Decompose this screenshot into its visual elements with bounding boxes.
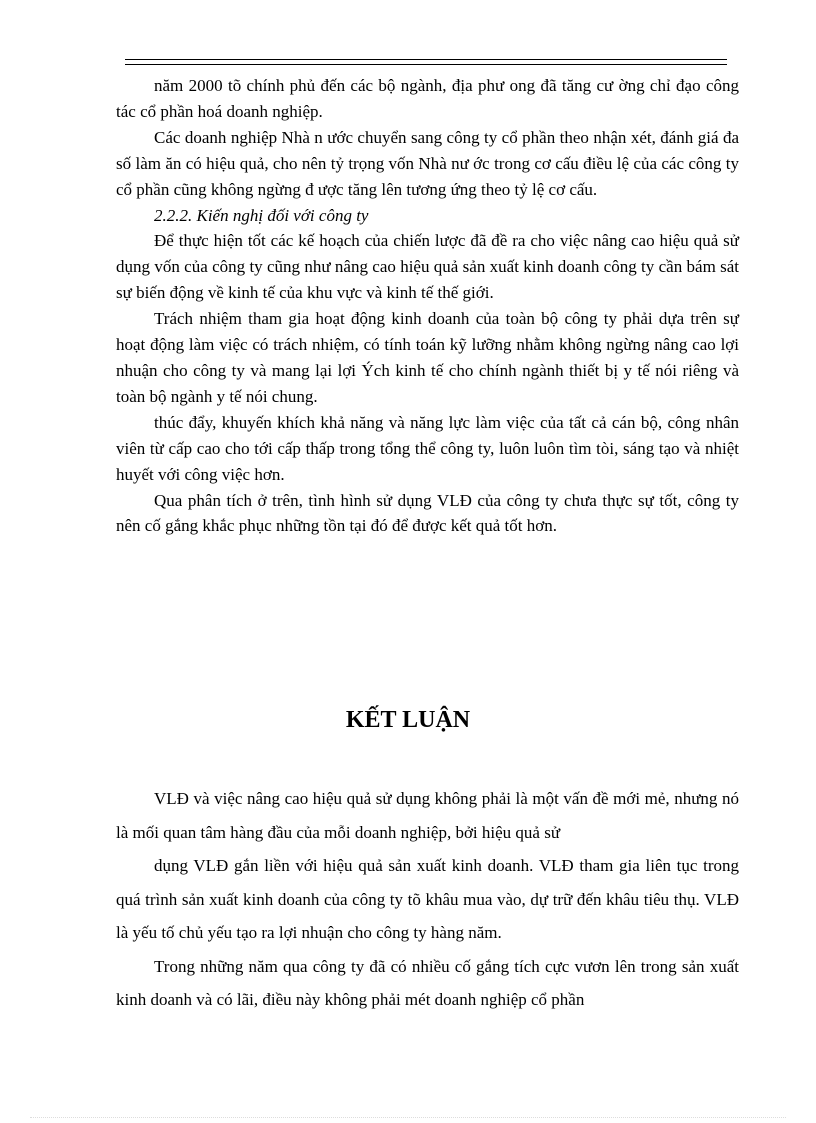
bottom-dotted-rule <box>30 1117 786 1118</box>
paragraph: thúc đẩy, khuyến khích khả năng và năng lực làm việc của tất cả cán bộ, công nhân viên từ cấp cao cho tới cấp thấp trong tổng thể công ty, luôn luôn tìm tòi, sáng tạo và nhiệt huyết với công việc hơn. <box>116 412 739 484</box>
header-double-rule <box>125 59 727 65</box>
paragraph: Các doanh nghiệp Nhà n ước chuyển sang công ty cổ phần theo nhận xét, đánh giá đa số làm ăn có hiệu quả, cho nên tỷ trọng vốn Nhà nư ớc trong cơ cấu điều lệ của các công ty cổ phần cũng không ngừng đ ược tăng lên tương ứng theo tỷ lệ cơ cấu. <box>116 127 739 199</box>
conclusion-heading: KẾT LUẬN <box>345 707 471 733</box>
paragraph: VLĐ và việc nâng cao hiệu quả sử dụng không phải là một vấn đề mới mẻ, nhưng nó là mối quan tâm hàng đầu của mỗi doanh nghiệp, bởi hiệu quả sử <box>116 789 739 842</box>
subheading: 2.2.2. Kiến nghị đối với công ty <box>154 205 369 225</box>
paragraph: năm 2000 tõ chính phủ đến các bộ ngành, địa phư ong đã tăng cư ờng chỉ đạo công tác cổ phần hoá doanh nghiệp. <box>116 76 739 121</box>
paragraph: Qua phân tích ở trên, tình hình sử dụng VLĐ của công ty chưa thực sự tốt, công ty nên cố gắng khắc phục những tồn tại đó để được kết quả tốt hơn. <box>116 490 739 536</box>
body-text-top <box>116 73 739 539</box>
body-text-conclusion <box>116 782 739 1017</box>
paragraph: Trong những năm qua công ty đã có nhiều cố gắng tích cực vươn lên trong sản xuất kinh doanh và có lãi, điều này không phải mét doanh nghiệp cổ phần <box>116 956 739 1009</box>
paragraph: Để thực hiện tốt các kế hoạch của chiến lược đã đề ra cho việc nâng cao hiệu quả sử dụng vốn của công ty cũng như nâng cao hiệu quả sản xuất kinh doanh công ty cần bám sát sự biến động về kinh tế của khu vực và kinh tế thế giới. <box>116 231 739 303</box>
paragraph: dụng VLĐ gắn liền với hiệu quả sản xuất kinh doanh. VLĐ tham gia liên tục trong quá trình sản xuất kinh doanh của công ty tõ khâu mua vào, dự trữ đến khâu tiêu thụ. VLĐ là yếu tố chủ yếu tạo ra lợi nhuận cho công ty hàng năm. <box>116 856 739 942</box>
paragraph: Trách nhiệm tham gia hoạt động kinh doanh của toàn bộ công ty phải dựa trên sự hoạt động làm việc có trách nhiệm, có tính toán kỹ lưỡng nhằm không ngừng nâng cao lợi nhuận cho công ty và mang lại lợi Ých kinh tế cho chính ngành thiết bị y tế nói riêng và toàn bộ ngành y tế nói chung. <box>116 309 739 406</box>
